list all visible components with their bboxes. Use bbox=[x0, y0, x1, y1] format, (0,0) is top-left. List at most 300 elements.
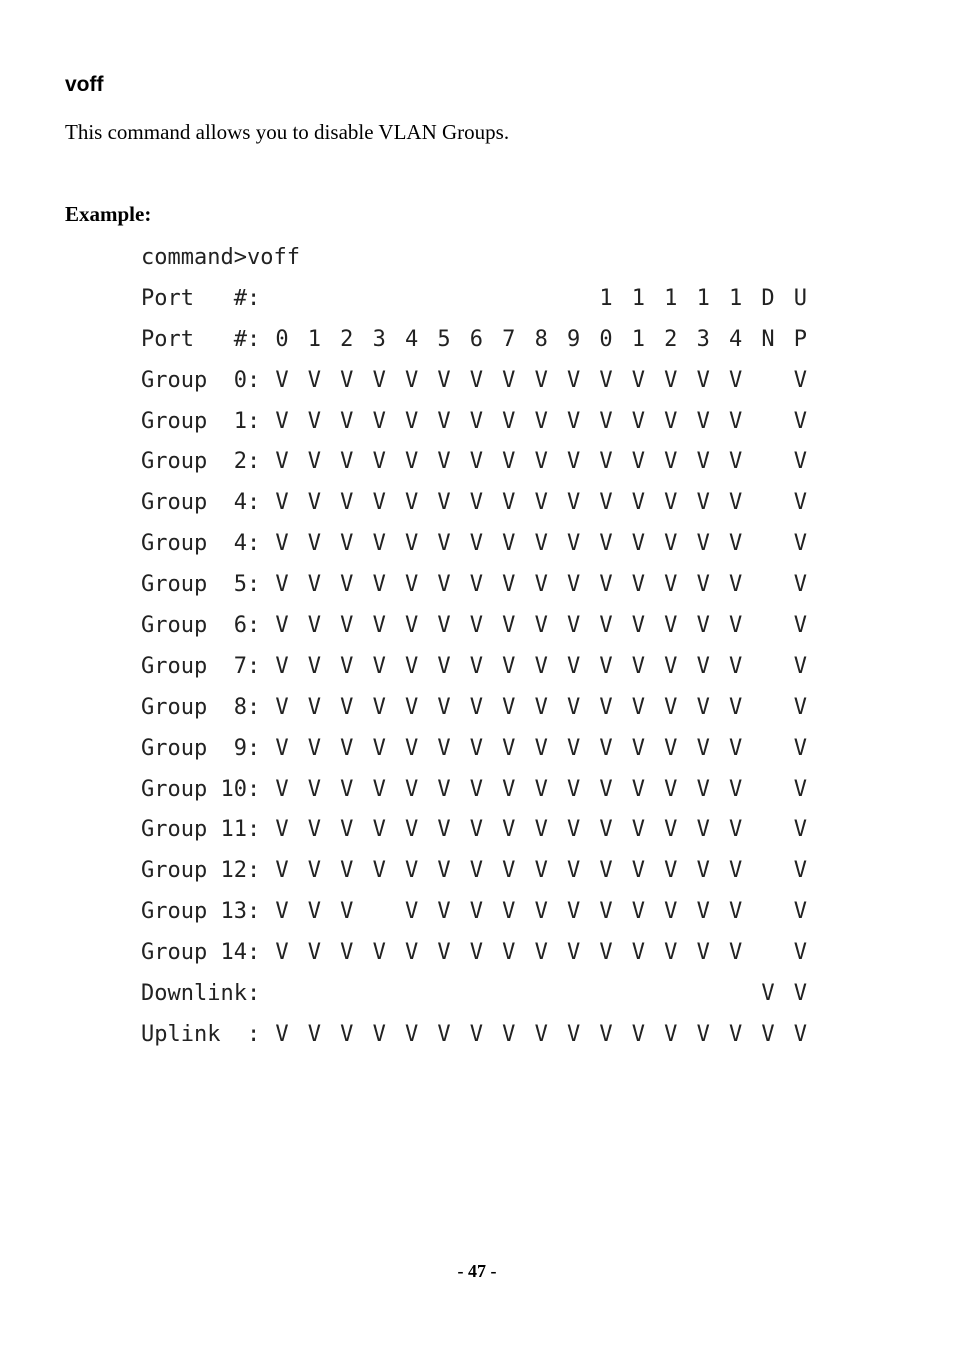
table-cell: V bbox=[340, 735, 354, 761]
table-cell: V bbox=[631, 776, 646, 802]
table-cell: V bbox=[566, 735, 581, 761]
table-cell: V bbox=[437, 858, 451, 884]
table-cell: V bbox=[793, 899, 808, 925]
table-cell: V bbox=[340, 858, 354, 884]
table-cell: V bbox=[404, 531, 419, 557]
row-label: Group 4: bbox=[141, 490, 261, 516]
table-cell: V bbox=[728, 1021, 743, 1047]
table-cell: V bbox=[307, 613, 322, 639]
table-cell: V bbox=[372, 694, 386, 720]
table-row bbox=[141, 770, 808, 811]
table-cell: V bbox=[275, 858, 289, 884]
table-cell: V bbox=[372, 449, 386, 475]
table-cell: V bbox=[534, 531, 548, 557]
table-cell: V bbox=[404, 653, 419, 679]
table-cell: V bbox=[437, 613, 451, 639]
table-cell: V bbox=[372, 940, 386, 966]
table-cell: V bbox=[534, 490, 548, 516]
table-cell: V bbox=[793, 613, 808, 639]
table-cell: V bbox=[307, 408, 322, 434]
table-cell: V bbox=[437, 449, 451, 475]
table-cell: V bbox=[307, 653, 322, 679]
table-cell: V bbox=[566, 940, 581, 966]
table-cell: V bbox=[502, 858, 516, 884]
table-row bbox=[141, 483, 808, 524]
table-cell: V bbox=[437, 531, 451, 557]
table-cell: V bbox=[793, 449, 808, 475]
intro-paragraph: This command allows you to disable VLAN Groups. bbox=[65, 120, 510, 144]
table-row bbox=[141, 688, 808, 729]
table-cell: V bbox=[372, 817, 386, 843]
table-cell: V bbox=[696, 408, 710, 434]
table-cell: V bbox=[502, 735, 516, 761]
table-cell: V bbox=[664, 858, 678, 884]
table-cell: V bbox=[437, 653, 451, 679]
table-cell: V bbox=[728, 858, 743, 884]
table-cell: V bbox=[696, 449, 710, 475]
table-cell: V bbox=[534, 735, 548, 761]
table-cell: V bbox=[631, 449, 646, 475]
table-cell: V bbox=[566, 408, 581, 434]
table-cell: V bbox=[664, 1021, 678, 1047]
table-cell: V bbox=[502, 653, 516, 679]
table-row bbox=[141, 933, 808, 974]
table-cell: V bbox=[437, 694, 451, 720]
table-cell: 1 bbox=[631, 285, 646, 311]
table-cell: V bbox=[793, 531, 808, 557]
table-cell: V bbox=[404, 940, 419, 966]
row-label: Group 1: bbox=[141, 408, 261, 434]
table-cell: V bbox=[696, 694, 710, 720]
table-cell: V bbox=[404, 1021, 419, 1047]
table-cell: V bbox=[469, 653, 484, 679]
table-cell: V bbox=[469, 899, 484, 925]
page-number: - 47 - bbox=[457, 1261, 497, 1281]
table-cell: V bbox=[372, 572, 386, 598]
table-cell: V bbox=[340, 367, 354, 393]
table-cell: V bbox=[502, 817, 516, 843]
table-row bbox=[141, 320, 808, 361]
table-cell: V bbox=[437, 367, 451, 393]
table-cell: V bbox=[372, 1021, 386, 1047]
table-cell: V bbox=[599, 490, 613, 516]
table-cell: V bbox=[372, 735, 386, 761]
table-cell: V bbox=[664, 940, 678, 966]
table-cell: 7 bbox=[502, 326, 516, 352]
table-cell: V bbox=[599, 899, 613, 925]
table-cell: V bbox=[502, 490, 516, 516]
table-cell: V bbox=[599, 817, 613, 843]
table-row bbox=[141, 851, 808, 892]
table-cell: V bbox=[372, 653, 386, 679]
table-cell: V bbox=[566, 449, 581, 475]
row-label: Port #: bbox=[141, 326, 261, 352]
table-cell: V bbox=[502, 694, 516, 720]
table-cell: V bbox=[340, 408, 354, 434]
table-cell: V bbox=[502, 408, 516, 434]
table-cell: V bbox=[534, 776, 548, 802]
table-cell: V bbox=[566, 490, 581, 516]
table-cell: V bbox=[664, 367, 678, 393]
table-cell: V bbox=[275, 449, 289, 475]
table-cell: V bbox=[566, 817, 581, 843]
table-cell: V bbox=[728, 899, 743, 925]
table-cell: 2 bbox=[340, 326, 354, 352]
table-cell: V bbox=[469, 490, 484, 516]
table-cell: V bbox=[469, 817, 484, 843]
table-cell: V bbox=[664, 449, 678, 475]
table-cell: V bbox=[502, 776, 516, 802]
table-cell: P bbox=[793, 326, 808, 352]
table-cell: V bbox=[437, 1021, 451, 1047]
table-cell: V bbox=[728, 367, 743, 393]
table-cell: V bbox=[340, 899, 354, 925]
table-cell: V bbox=[696, 367, 710, 393]
table-cell: V bbox=[340, 694, 354, 720]
table-row bbox=[141, 524, 808, 565]
table-cell: V bbox=[793, 694, 808, 720]
table-cell: V bbox=[275, 613, 289, 639]
table-cell: V bbox=[372, 858, 386, 884]
table-cell: V bbox=[793, 858, 808, 884]
table-cell: V bbox=[437, 776, 451, 802]
table-cell: D bbox=[761, 285, 775, 311]
table-cell: V bbox=[534, 572, 548, 598]
table-cell: V bbox=[728, 653, 743, 679]
table-cell: V bbox=[469, 613, 484, 639]
table-cell: V bbox=[631, 1021, 646, 1047]
row-label: Group 8: bbox=[141, 694, 261, 720]
table-cell: V bbox=[469, 735, 484, 761]
table-cell: 3 bbox=[696, 326, 710, 352]
table-cell: V bbox=[275, 1021, 289, 1047]
table-cell: 0 bbox=[275, 326, 289, 352]
table-cell: V bbox=[696, 653, 710, 679]
table-cell: 1 bbox=[599, 285, 613, 311]
table-cell: V bbox=[340, 449, 354, 475]
table-cell: V bbox=[534, 940, 548, 966]
table-cell: V bbox=[404, 449, 419, 475]
table-cell: 1 bbox=[696, 285, 710, 311]
table-cell: V bbox=[696, 899, 710, 925]
table-cell: V bbox=[599, 531, 613, 557]
table-cell: V bbox=[696, 735, 710, 761]
table-cell: V bbox=[307, 735, 322, 761]
table-cell: V bbox=[275, 653, 289, 679]
table-cell: V bbox=[728, 490, 743, 516]
table-cell: V bbox=[566, 531, 581, 557]
row-label: Group 11: bbox=[141, 817, 261, 843]
table-cell: V bbox=[793, 981, 808, 1007]
row-label: Group 0: bbox=[141, 367, 261, 393]
table-cell: V bbox=[437, 817, 451, 843]
table-cell: V bbox=[631, 613, 646, 639]
table-cell: V bbox=[307, 940, 322, 966]
table-row bbox=[141, 892, 808, 933]
table-cell: V bbox=[664, 613, 678, 639]
table-cell: V bbox=[502, 449, 516, 475]
table-cell: V bbox=[307, 899, 322, 925]
table-cell: N bbox=[761, 326, 775, 352]
table-cell: V bbox=[404, 899, 419, 925]
table-cell: V bbox=[793, 776, 808, 802]
table-cell: V bbox=[340, 653, 354, 679]
table-cell: V bbox=[631, 940, 646, 966]
table-cell: 1 bbox=[631, 326, 646, 352]
table-cell: V bbox=[307, 449, 322, 475]
table-cell: V bbox=[631, 735, 646, 761]
table-cell: V bbox=[631, 817, 646, 843]
table-cell: V bbox=[275, 776, 289, 802]
table-cell: V bbox=[307, 367, 322, 393]
table-cell: V bbox=[404, 858, 419, 884]
table-cell: V bbox=[437, 899, 451, 925]
table-cell: V bbox=[599, 367, 613, 393]
table-cell: V bbox=[728, 572, 743, 598]
table-cell: V bbox=[728, 449, 743, 475]
table-cell: V bbox=[566, 776, 581, 802]
table-cell: V bbox=[469, 367, 484, 393]
table-cell: V bbox=[631, 531, 646, 557]
table-cell: V bbox=[404, 408, 419, 434]
table-cell: V bbox=[599, 653, 613, 679]
table-cell: V bbox=[696, 1021, 710, 1047]
table-cell: V bbox=[437, 408, 451, 434]
table-cell: V bbox=[696, 572, 710, 598]
table-cell: V bbox=[307, 776, 322, 802]
table-cell: V bbox=[599, 408, 613, 434]
table-cell: V bbox=[469, 694, 484, 720]
table-cell: V bbox=[340, 940, 354, 966]
table-row bbox=[141, 442, 808, 483]
table-cell: V bbox=[696, 817, 710, 843]
table-cell: V bbox=[534, 653, 548, 679]
table-cell: V bbox=[599, 776, 613, 802]
table-cell: V bbox=[404, 572, 419, 598]
table-cell: V bbox=[275, 817, 289, 843]
table-cell: 1 bbox=[664, 285, 678, 311]
table-cell: V bbox=[696, 531, 710, 557]
row-label: Group 12: bbox=[141, 858, 261, 884]
table-cell: V bbox=[437, 735, 451, 761]
table-cell: V bbox=[664, 817, 678, 843]
table-cell: V bbox=[372, 490, 386, 516]
table-cell: V bbox=[275, 899, 289, 925]
table-cell: V bbox=[502, 367, 516, 393]
table-cell: V bbox=[372, 776, 386, 802]
table-cell: V bbox=[372, 531, 386, 557]
table-cell: V bbox=[275, 408, 289, 434]
table-cell: V bbox=[566, 858, 581, 884]
table-row bbox=[141, 565, 808, 606]
table-cell: V bbox=[599, 613, 613, 639]
table-row bbox=[141, 974, 808, 1015]
table-cell: V bbox=[307, 1021, 322, 1047]
table-cell: V bbox=[793, 572, 808, 598]
table-cell: V bbox=[534, 817, 548, 843]
table-cell: V bbox=[469, 1021, 484, 1047]
table-cell: V bbox=[307, 858, 322, 884]
table-cell: V bbox=[307, 572, 322, 598]
table-cell: V bbox=[502, 899, 516, 925]
table-cell: V bbox=[275, 940, 289, 966]
table-cell: V bbox=[566, 572, 581, 598]
table-cell: V bbox=[664, 531, 678, 557]
table-cell: V bbox=[761, 981, 775, 1007]
table-cell: 3 bbox=[372, 326, 386, 352]
table-cell: V bbox=[793, 940, 808, 966]
table-cell: 0 bbox=[599, 326, 613, 352]
table-cell: V bbox=[469, 858, 484, 884]
table-cell: V bbox=[534, 408, 548, 434]
table-cell: V bbox=[728, 694, 743, 720]
table-cell: V bbox=[664, 694, 678, 720]
table-cell: V bbox=[534, 1021, 548, 1047]
table-cell: V bbox=[664, 490, 678, 516]
table-cell: V bbox=[696, 940, 710, 966]
table-row bbox=[141, 402, 808, 443]
table-cell: 8 bbox=[534, 326, 548, 352]
row-label: Group 4: bbox=[141, 531, 261, 557]
table-cell: V bbox=[502, 940, 516, 966]
table-cell: V bbox=[761, 1021, 775, 1047]
table-cell: V bbox=[631, 858, 646, 884]
row-label: Group 5: bbox=[141, 572, 261, 598]
table-cell: V bbox=[502, 613, 516, 639]
table-row bbox=[141, 279, 808, 320]
table-cell: V bbox=[599, 572, 613, 598]
table-cell: V bbox=[404, 490, 419, 516]
table-row bbox=[141, 1015, 808, 1056]
table-cell: V bbox=[469, 572, 484, 598]
section-heading: voff bbox=[65, 73, 104, 96]
table-cell: V bbox=[404, 776, 419, 802]
table-cell: V bbox=[631, 572, 646, 598]
table-cell: V bbox=[793, 1021, 808, 1047]
table-cell: V bbox=[534, 858, 548, 884]
table-cell: V bbox=[372, 408, 386, 434]
table-cell: V bbox=[664, 408, 678, 434]
table-cell: V bbox=[728, 940, 743, 966]
table-cell: V bbox=[566, 653, 581, 679]
table-cell: V bbox=[566, 367, 581, 393]
table-cell: V bbox=[275, 735, 289, 761]
row-label: Group 10: bbox=[141, 776, 261, 802]
row-label: Group 2: bbox=[141, 449, 261, 475]
table-cell: V bbox=[307, 490, 322, 516]
table-row bbox=[141, 810, 808, 851]
table-cell: V bbox=[404, 817, 419, 843]
table-row bbox=[141, 606, 808, 647]
table-cell: V bbox=[404, 735, 419, 761]
table-cell: V bbox=[599, 735, 613, 761]
command-line: command>voff bbox=[141, 245, 300, 270]
table-cell: V bbox=[502, 1021, 516, 1047]
table-cell: V bbox=[728, 735, 743, 761]
table-cell: V bbox=[469, 776, 484, 802]
row-label: Port #: bbox=[141, 285, 261, 311]
table-cell: V bbox=[566, 613, 581, 639]
table-cell: V bbox=[793, 817, 808, 843]
table-cell: V bbox=[793, 367, 808, 393]
table-cell: V bbox=[437, 572, 451, 598]
example-label: Example: bbox=[65, 202, 152, 226]
table-cell: V bbox=[599, 1021, 613, 1047]
table-cell: V bbox=[599, 449, 613, 475]
table-cell: V bbox=[599, 940, 613, 966]
table-cell: V bbox=[404, 367, 419, 393]
row-label: Group 9: bbox=[141, 735, 261, 761]
row-label: Group 14: bbox=[141, 940, 261, 966]
table-cell: V bbox=[631, 694, 646, 720]
table-cell: 9 bbox=[566, 326, 581, 352]
table-cell: V bbox=[696, 776, 710, 802]
table-row bbox=[141, 647, 808, 688]
table-cell: V bbox=[534, 899, 548, 925]
table-cell: V bbox=[664, 899, 678, 925]
table-cell: V bbox=[404, 613, 419, 639]
table-cell: V bbox=[631, 899, 646, 925]
table-cell: V bbox=[340, 572, 354, 598]
table-cell: V bbox=[404, 694, 419, 720]
table-cell: V bbox=[469, 408, 484, 434]
table-cell: U bbox=[793, 285, 808, 311]
table-cell: V bbox=[340, 490, 354, 516]
table-cell: V bbox=[437, 490, 451, 516]
table-cell: V bbox=[534, 367, 548, 393]
table-cell: V bbox=[469, 449, 484, 475]
table-cell: V bbox=[307, 817, 322, 843]
table-cell: V bbox=[696, 858, 710, 884]
row-label: Group 6: bbox=[141, 613, 261, 639]
table-cell: V bbox=[664, 653, 678, 679]
table-cell: 4 bbox=[728, 326, 743, 352]
table-cell: V bbox=[469, 940, 484, 966]
table-cell: 6 bbox=[469, 326, 484, 352]
table-cell: V bbox=[275, 367, 289, 393]
table-cell: V bbox=[631, 367, 646, 393]
table-cell: V bbox=[340, 531, 354, 557]
table-cell: V bbox=[502, 572, 516, 598]
table-cell: V bbox=[340, 817, 354, 843]
table-cell: V bbox=[437, 940, 451, 966]
table-cell: V bbox=[502, 531, 516, 557]
table-cell: V bbox=[275, 490, 289, 516]
table-cell: 5 bbox=[437, 326, 451, 352]
table-cell: V bbox=[664, 776, 678, 802]
table-cell: V bbox=[566, 1021, 581, 1047]
table-cell: V bbox=[534, 449, 548, 475]
table-cell: V bbox=[793, 653, 808, 679]
vlan-table bbox=[141, 279, 808, 1056]
table-cell: V bbox=[307, 694, 322, 720]
table-cell: V bbox=[534, 694, 548, 720]
table-cell: V bbox=[728, 817, 743, 843]
table-cell: V bbox=[728, 531, 743, 557]
table-cell: V bbox=[340, 776, 354, 802]
table-cell: V bbox=[696, 490, 710, 516]
table-cell: V bbox=[534, 613, 548, 639]
table-cell: V bbox=[372, 367, 386, 393]
table-cell: V bbox=[696, 613, 710, 639]
table-cell: V bbox=[728, 408, 743, 434]
table-cell: 1 bbox=[728, 285, 743, 311]
table-cell: 1 bbox=[307, 326, 322, 352]
table-cell: V bbox=[340, 613, 354, 639]
table-cell: 2 bbox=[664, 326, 678, 352]
table-cell: V bbox=[631, 653, 646, 679]
table-cell: V bbox=[275, 572, 289, 598]
